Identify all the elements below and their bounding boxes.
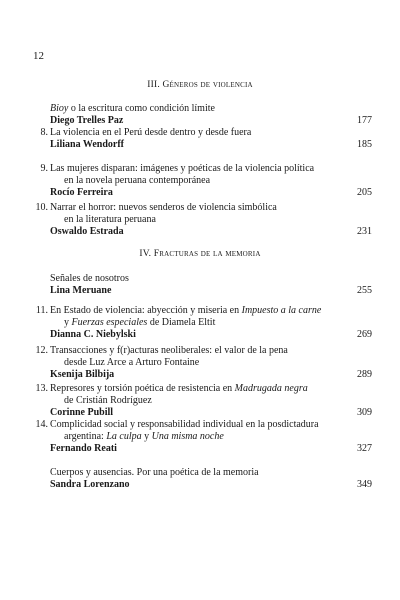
chapter-title-line: de Cristián Rodríguez — [64, 394, 152, 406]
chapter-number: 12. — [35, 345, 48, 356]
toc-entry — [34, 305, 372, 340]
chapter-title-line: En Estado de violencia: abyección y miseria en Impuesto a la carne — [50, 305, 322, 316]
toc-entry — [34, 419, 372, 454]
chapter-title-line: Las mujeres disparan: imágenes y poéticas de la violencia política — [50, 163, 315, 174]
chapter-page-number: 327 — [357, 442, 372, 454]
chapter-page-number: 177 — [357, 114, 372, 126]
section-title: IV. Fracturas de la memoria — [139, 249, 261, 259]
chapter-page-number: 185 — [357, 138, 372, 150]
chapter-title-line: en la novela peruana contemporánea — [64, 174, 211, 186]
chapter-number: 13. — [35, 383, 48, 394]
chapter-page-number: 231 — [357, 225, 372, 237]
chapter-title-line: Represores y torsión poética de resistencia en Madrugada negra — [50, 383, 308, 394]
chapter-number: 11. — [35, 305, 48, 316]
chapter-title-line: Narrar el horror: nuevos senderos de violencia simbólica — [50, 202, 277, 213]
chapter-title-line: Complicidad social y responsabilidad individual en la posdictadura — [50, 419, 319, 430]
toc-entry — [34, 163, 372, 198]
chapter-author: Ksenija Bilbija — [50, 368, 115, 380]
chapter-page-number: 269 — [357, 328, 372, 340]
toc-entry — [34, 383, 372, 418]
toc-entry — [34, 467, 372, 491]
chapter-title-line: Bioy o la escritura como condición límite — [50, 103, 215, 114]
chapter-author: Oswaldo Estrada — [50, 225, 124, 237]
chapter-page-number: 349 — [357, 478, 372, 490]
toc-entry — [34, 273, 372, 297]
chapter-title-line: argentina: La culpa y Una misma noche — [64, 430, 224, 442]
chapter-title-line: Señales de nosotros — [50, 273, 129, 284]
toc-entry — [34, 202, 372, 237]
chapter-number: 8. — [40, 127, 48, 138]
chapter-page-number: 255 — [357, 284, 372, 296]
chapter-page-number: 205 — [357, 186, 372, 198]
chapter-title-line: y Fuerzas especiales de Diamela Eltit — [64, 316, 216, 328]
chapter-title-line: desde Luz Arce a Arturo Fontaine — [64, 356, 200, 368]
page-number: 12 — [33, 50, 44, 62]
chapter-title-line: La violencia en el Perú desde dentro y desde fuera — [50, 127, 252, 138]
chapter-author: Sandra Lorenzano — [50, 478, 130, 490]
chapter-page-number: 289 — [357, 368, 372, 380]
chapter-author: Diego Trelles Paz — [50, 114, 124, 126]
chapter-author: Fernando Reati — [50, 442, 117, 454]
toc-entry — [34, 127, 372, 151]
toc-entry — [34, 103, 372, 127]
chapter-author: Rocío Ferreira — [50, 186, 113, 198]
toc-entry — [34, 345, 372, 380]
chapter-author: Liliana Wendorff — [50, 138, 124, 150]
chapter-page-number: 309 — [357, 406, 372, 418]
chapter-title-line: en la literatura peruana — [64, 213, 156, 225]
chapter-title-line: Cuerpos y ausencias. Por una poética de la memoria — [50, 467, 259, 478]
chapter-number: 10. — [35, 202, 48, 213]
chapter-author: Corinne Pubill — [50, 406, 114, 418]
chapter-number: 9. — [40, 163, 48, 174]
chapter-author: Lina Meruane — [50, 284, 112, 296]
chapter-title-line: Transacciones y f(r)acturas neoliberales: el valor de la pena — [50, 345, 288, 356]
chapter-author: Dianna C. Niebylski — [50, 328, 136, 340]
chapter-number: 14. — [35, 419, 48, 430]
section-title: III. Géneros de violencia — [147, 80, 253, 90]
